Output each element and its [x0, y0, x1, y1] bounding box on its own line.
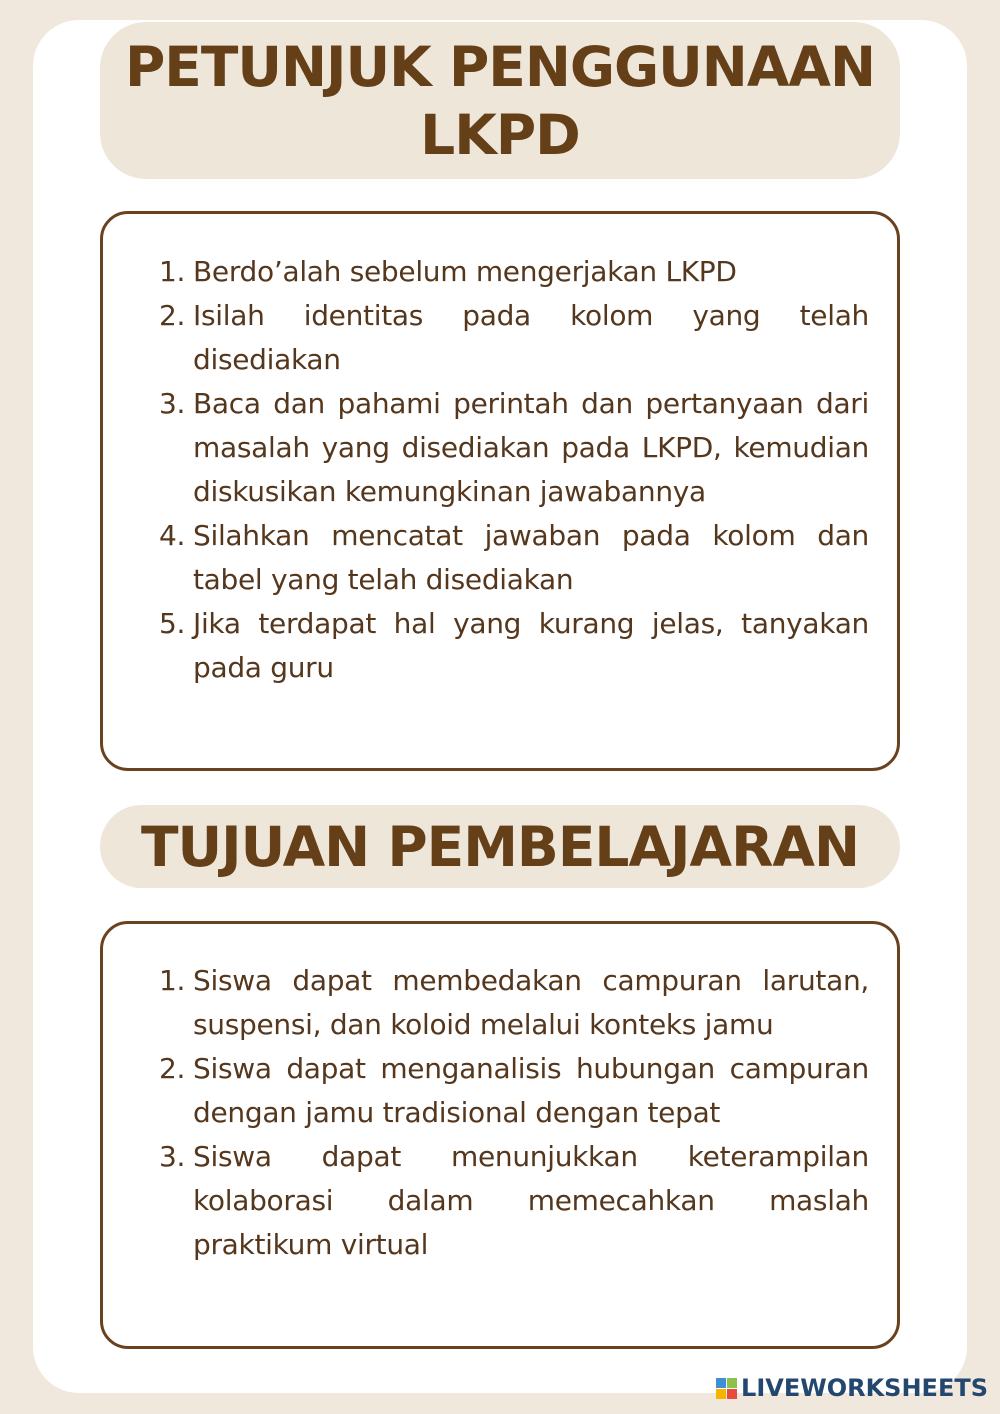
objectives-title-text: TUJUAN PEMBELAJARAN: [140, 814, 860, 879]
logo-square: [716, 1389, 726, 1399]
list-item: [159, 294, 869, 382]
list-item-text: Siswa dapat membedakan campuran larutan, suspensi, dan koloid melalui konteks jamu: [193, 964, 869, 1041]
list-item: [159, 250, 869, 294]
section-title-objectives: [100, 805, 900, 888]
list-item-text: Silahkan mencatat jawaban pada kolom dan tabel yang telah disediakan: [193, 519, 869, 596]
objectives-box: [100, 921, 900, 1349]
list-item-text: Jika terdapat hal yang kurang jelas, tanyakan pada guru: [193, 607, 869, 684]
logo-square: [727, 1389, 737, 1399]
list-item: [159, 959, 869, 1047]
list-item-text: Baca dan pahami perintah dan pertanyaan dari masalah yang disediakan pada LKPD, kemudian diskusikan kemungkinan jawabannya: [193, 387, 869, 508]
list-item-text: Isilah identitas pada kolom yang telah disediakan: [193, 299, 869, 376]
list-item: [159, 1047, 869, 1135]
list-item: [159, 514, 869, 602]
section-title-instructions: [100, 22, 900, 179]
objectives-list: [159, 959, 869, 1267]
instructions-box: [100, 211, 900, 771]
liveworksheets-wordmark: LIVEWORKSHEETS: [741, 1374, 988, 1402]
list-item-number: 1.: [159, 964, 186, 997]
list-item-number: 2.: [159, 299, 186, 332]
liveworksheets-watermark: [716, 1374, 988, 1402]
list-item-number: 3.: [159, 1140, 186, 1173]
list-item-text: Siswa dapat menganalisis hubungan campuran dengan jamu tradisional dengan tepat: [193, 1052, 869, 1129]
list-item: [159, 1135, 869, 1267]
logo-square: [716, 1378, 726, 1388]
list-item-number: 3.: [159, 387, 186, 420]
list-item-number: 2.: [159, 1052, 186, 1085]
instructions-list: [159, 250, 869, 690]
list-item-text: Berdo’alah sebelum mengerjakan LKPD: [193, 255, 737, 288]
list-item-number: 5.: [159, 607, 186, 640]
list-item: [159, 602, 869, 690]
list-item-text: Siswa dapat menunjukkan keterampilan kolaborasi dalam memecahkan maslah praktikum virtual: [193, 1140, 869, 1261]
instructions-title-text: PETUNJUK PENGGUNAAN LKPD: [124, 34, 876, 167]
list-item-number: 4.: [159, 519, 186, 552]
list-item-number: 1.: [159, 255, 186, 288]
list-item: [159, 382, 869, 514]
liveworksheets-logo-icon: [716, 1378, 737, 1399]
logo-square: [727, 1378, 737, 1388]
